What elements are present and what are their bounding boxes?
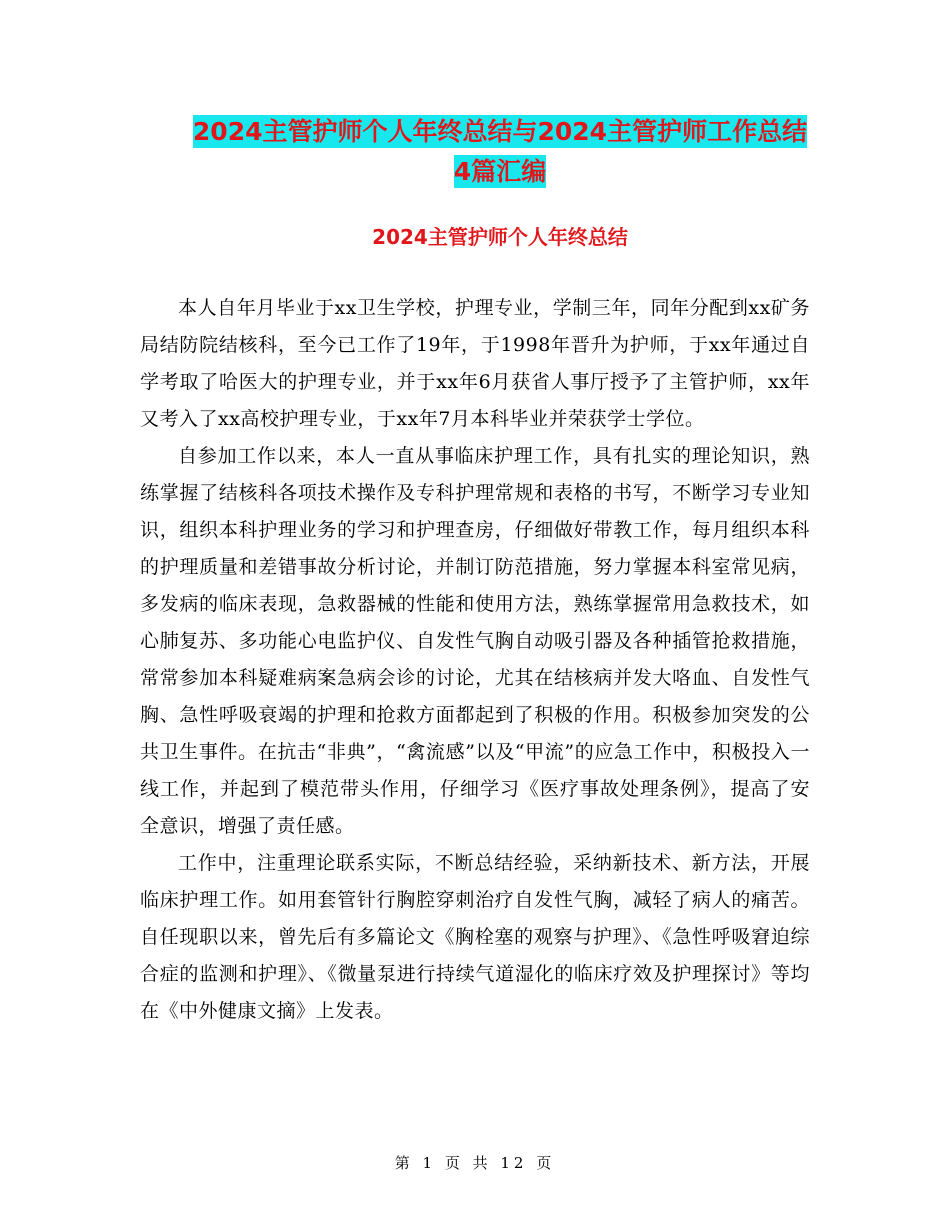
paragraph-3: 工作中，注重理论联系实际，不断总结经验，采纳新技术、新方法，开展临床护理工作。如用套管针行胸腔穿刺治疗自发性气胸，减轻了病人的痛苦。自任现职以来，曾先后有多篇论文《胸栓塞的观察与护理》、《急性呼吸窘迫综合症的监测和护理》、《微量泵进行持续气道湿化的临床疗效及护理探讨》等均在《中外健康文摘》上发表。 [140, 852, 810, 1022]
page-footer: 第 1 页 共 12 页 [394, 1154, 556, 1172]
paragraph-2: 自参加工作以来，本人一直从事临床护理工作，具有扎实的理论知识，熟练掌握了结核科各项技术操作及专科护理常规和表格的书写，不断学习专业知识，组织本科护理业务的学习和护理查房，仔细做好带教工作，每月组织本科的护理质量和差错事故分析讨论，并制订防范措施，努力掌握本科室常见病，多发病的临床表现，急救器械的性能和使用方法，熟练掌握常用急救技术，如心肺复苏、多功能心电监护仪、自发性气胸自动吸引器及各种插管抢救措施，常常参加本科疑难病案急病会诊的讨论，尤其在结核病并发大咯血、自发性气胸、急性呼吸衰竭的护理和抢救方面都起到了积极的作用。积极参加突发的公共卫生事件。在抗击“非典”，“禽流感”以及“甲流”的应急工作中，积极投入一线工作，并起到了模范带头作用，仔细学习《医疗事故处理条例》，提高了安全意识，增强了责任感。 [140, 445, 810, 837]
document-title-line-1: 2024主管护师个人年终总结与2024主管护师工作总结 [192, 117, 808, 146]
section-title: 2024主管护师个人年终总结 [372, 225, 628, 249]
document-body [140, 290, 810, 1030]
paragraph-1: 本人自年月毕业于xx卫生学校，护理专业，学制三年，同年分配到xx矿务局结防院结核科，至今已工作了19年，于1998年晋升为护师，于xx年通过自学考取了哈医大的护理专业，并于xx年6月获省人事厅授予了主管护师，xx年又考入了xx高校护理专业，于xx年7月本科毕业并荣获学士学位。 [140, 297, 810, 430]
document-title [140, 112, 860, 192]
document-title-line-2: 4篇汇编 [453, 157, 547, 186]
